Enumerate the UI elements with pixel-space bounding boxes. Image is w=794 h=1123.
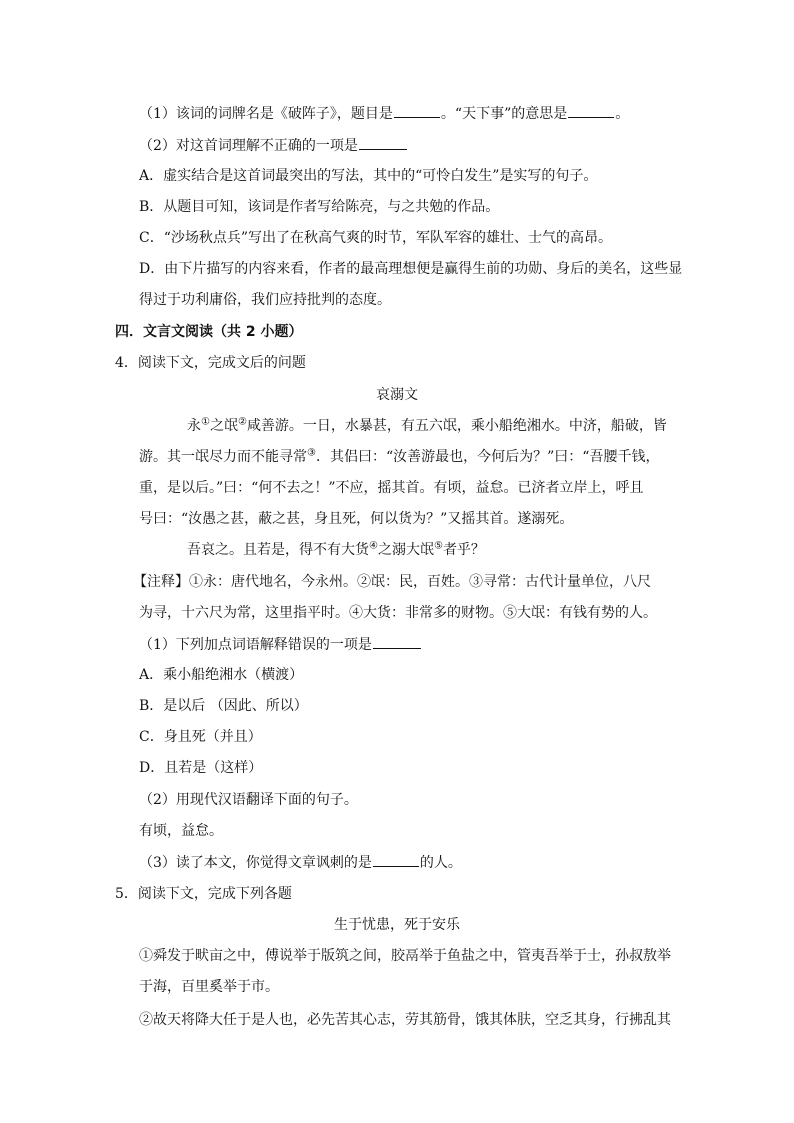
answer-blank[interactable] (373, 634, 421, 649)
note-marker: ⑤ (433, 540, 443, 552)
q4-passage-line3: 重，是以后。”曰：“何不去之！”不应，摇其首。有顷，益怠。已济者立岸上，呼且 (139, 480, 644, 496)
note-marker: ③ (307, 447, 316, 459)
q4-option-a: A．乘小船绝湘水（横渡） (139, 667, 304, 683)
q4-passage-line4: 号曰：“汝愚之甚，蔽之甚，身且死，何以货为？”又摇其首。遂溺死。 (139, 511, 574, 527)
q5-title: 生于忧患，死于安乐 (334, 917, 460, 933)
q3-option-d-line2: 得过于功利庸俗，我们应持批判的态度。 (139, 292, 391, 308)
q5-passage-line2: 于海，百里奚举于市。 (139, 979, 279, 995)
q4-option-d: D．且若是（这样） (139, 760, 263, 776)
q3-sub1: （1）该词的词牌名是《破阵子》，题目是 。“天下事”的意思是 。 (139, 103, 629, 124)
q4-notes-line2: 为寻，十六尺为常，这里指平时。④大货：非常多的财物。⑤大氓：有钱有势的人。 (139, 605, 657, 621)
q4-sub2-sentence: 有顷，益怠。 (139, 823, 223, 839)
q3-option-c: C．“沙场秋点兵”写出了在秋高气爽的时节，军队军容的雄壮、士气的高昂。 (139, 230, 613, 246)
section-heading: 四．文言文阅读（共 2 小题） (115, 324, 303, 340)
q5-passage-line1: ①舜发于畎亩之中，傅说举于版筑之间，胶鬲举于鱼盐之中，管夷吾举于士，孙叔敖举 (139, 948, 671, 964)
q3-option-a: A．虚实结合是这首词最突出的写法，其中的“可怜白发生”是实写的句子。 (139, 168, 598, 184)
q4-sub3: （3）读了本文，你觉得文章讽刺的是 的人。 (139, 852, 462, 873)
q4-sub1: （1）下列加点词语解释错误的一项是 (139, 634, 422, 655)
q4-option-c: C．身且死（并且） (139, 729, 262, 745)
q4-sub2: （2）用现代汉语翻译下面的句子。 (139, 792, 358, 808)
q5-passage-line3: ②故天将降大任于是人也，必先苦其心志，劳其筋骨，饿其体肤，空乏其身，行拂乱其 (139, 1012, 671, 1028)
answer-blank[interactable] (359, 135, 407, 150)
answer-blank[interactable] (394, 103, 440, 118)
q3-option-d-line1: D．由下片描写的内容来看，作者的最高理想便是赢得生前的功勋、身后的美名，这些显 (139, 261, 683, 277)
q5-intro: 5．阅读下文，完成下列各题 (115, 886, 292, 902)
note-marker: ① (201, 416, 210, 428)
answer-blank[interactable] (568, 103, 614, 118)
q4-passage-line1: 永①之氓②咸善游。一日，水暴甚，有五六氓，乘小船绝湘水。中济，船破，皆 (187, 416, 667, 434)
q4-passage-line5: 吾哀之。且若是，得不有大货④之溺大氓⑤者乎？ (187, 540, 485, 558)
answer-blank[interactable] (373, 852, 419, 867)
q4-intro: 4．阅读下文，完成文后的问题 (115, 355, 306, 371)
q3-option-b: B．从题目可知，该词是作者写给陈亮，与之共勉的作品。 (139, 199, 500, 215)
q3-sub2: （2）对这首词理解不正确的一项是 (139, 135, 408, 156)
note-marker: ② (237, 416, 247, 428)
q4-passage-line2: 游。其一氓尽力而不能寻常③．其侣曰：“汝善游最也，今何后为？”曰：“吾腰千钱， (139, 447, 660, 465)
q4-title: 哀溺文 (376, 387, 418, 403)
note-marker: ④ (369, 540, 378, 552)
q4-notes-line1: 【注释】①永：唐代地名，今永州。②氓：民，百姓。③寻常：古代计量单位，八尺 (133, 574, 651, 590)
q4-option-b: B．是以后 （因此、所以） (139, 698, 308, 714)
